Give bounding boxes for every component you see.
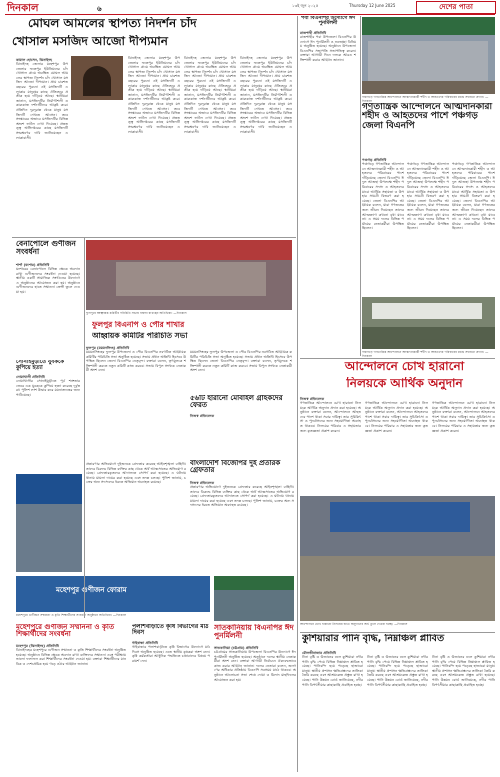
bnp-eid-body-col1: পঞ্চগড়ে গণতান্ত্রিক আন্দোলনে আত্মদানকারী শহীদ ও আহতদের পরিবারের পাশে দাঁড়িয়েছে জেলা বিএনপি। ঈদুল আজহা উপলক্ষে শহীদ পরিবারের সদস্য ও আহতদের মাঝে আর্থিক সহায়তা ও উপহার সামগ্রী বিতরণ করা হয়েছে। জেলা বিএনপির আহ্বায়ক বলেন, যারা গণতন্ত্রের জন্য জীবন দিয়েছেন তাদের আত্মত্যাগ কখনো বৃথা যাবে না। এ সময় দলের বিভিন্ন পর্যায়ের নেতাকর্মীরা উপস্থিত ছিলেন। — [362, 162, 404, 231]
benapole-byline: শার্শা (যশোর) প্রতিনিধি — [16, 263, 50, 267]
river-headline: কুশিয়ারার পানি বৃদ্ধি, নিম্নাঞ্চল প্লাবিত — [302, 634, 445, 644]
masthead-rule — [5, 14, 495, 15]
felicitation-photo — [16, 474, 82, 572]
fulpur-headline: আহ্বায়ক কমিটির পরিচিতি সভা — [92, 332, 188, 340]
finance-body-col3: গণতান্ত্রিক আন্দোলনে চোখ হারানো নিলয়কে আর্থিক অনুদান প্রদান করা হয়েছে। অনুষ্ঠানে বক্তারা বলেন, আন্দোলনে আহতদের পাশে থাকা সবার দায়িত্ব। তার সুচিকিৎসা ও পুনর্বাসনের জন্য সহযোগিতা অব্যাহত থাকবে। নিলয়ের পরিবার এ সহায়তার জন্য কৃতজ্ঞতা প্রকাশ করেন। — [432, 401, 495, 433]
mosque-headline-2: খোসাল মসজিদ আজো দীপ্যমান — [12, 35, 168, 48]
mosque-byline: কামাল হোসেন, ঝিনাইদহ — [16, 58, 53, 62]
bnp-eid-body-col2: পঞ্চগড়ে গণতান্ত্রিক আন্দোলনে আত্মদানকারী শহীদ ও আহতদের পরিবারের পাশে দাঁড়িয়েছে জেলা বিএনপি। ঈদুল আজহা উপলক্ষে শহীদ পরিবারের সদস্য ও আহতদের মাঝে আর্থিক সহায়তা ও উপহার সামগ্রী বিতরণ করা হয়েছে। জেলা বিএনপির আহ্বায়ক বলেন, যারা গণতন্ত্রের জন্য জীবন দিয়েছেন তাদের আত্মত্যাগ কখনো বৃথা যাবে না। এ সময় দলের বিভিন্ন পর্যায়ের নেতাকর্মীরা উপস্থিত ছিলেন। — [407, 162, 449, 231]
river-body-col3: টানা বৃষ্টি ও উজানের ঢলে কুশিয়ারা নদীর পানি বৃদ্ধি পেয়ে বিভিন্ন নিম্নাঞ্চল প্লাবিত হয়েছে। পানিবন্দি হয়ে পড়েছে হাজারো মানুষ। স্থানীয় প্রশাসন ক্ষতিগ্রস্তদের তালিকা তৈরি করছে এবং আশ্রয়কেন্দ্র প্রস্তুত রাখা হয়েছে। পানি উন্নয়ন বোর্ড জানিয়েছে, নদীর পানি বিপৎসীমার কাছাকাছি প্রবাহিত হচ্ছে। — [432, 655, 495, 687]
felicitation-headline: মহেশপুরে গুণীজন সম্মাননা ও কৃতি শিক্ষার্থীদের সংবর্ধনা — [16, 624, 115, 639]
arrest-byline: নিজস্ব প্রতিবেদক — [190, 481, 215, 485]
felicitation-banner-text: মহেশপুর গুণীজন ফোরাম — [56, 586, 127, 594]
reunion-body: চট্টগ্রামের সাতকানিয়ায় উপজেলা বিএনপির উদ্যোগে ঈদ পুনর্মিলনী অনুষ্ঠিত হয়েছে। অনুষ্ঠানে দলের স্থানীয় নেতাকর্মীরা অংশ নেন। বক্তারা আগামী নির্বাচনে ঐক্যবদ্ধভাবে কাজ করার আহ্বান জানান। দলের নেতারা বলেন, জনগণের অধিকার প্রতিষ্ঠায় বিএনপি সবসময় মাঠে থাকবে। অনুষ্ঠানে আলোচনা সভা শেষে দোয়া ও মিলাদ মাহফিলের আয়োজন করা হয়। — [214, 650, 296, 682]
polashbari-headline: পলাশবাড়ীতে কৃষি বিভাগের মাঠ দিবস — [132, 624, 209, 637]
polashbari-byline: গাইবান্ধা প্রতিনিধি — [132, 641, 159, 645]
bnp-eid-byline: পঞ্চগড় প্রতিনিধি — [362, 158, 387, 162]
bnp-eid-headline: গণতান্ত্রিক আন্দোলনে আত্মদানকারী শহীদ ও আহতদের পাশে পঞ্চগড় জেলা বিএনপি — [362, 103, 493, 131]
fulpur-byline: ফুলপুর (ময়মনসিংহ) প্রতিনিধি — [86, 346, 130, 350]
fulpur-body-col2: ময়মনসিংহের ফুলপুর উপজেলা ও পৌর বিএনপির নবগঠিত আহ্বায়ক কমিটির পরিচিতি সভা অনুষ্ঠিত হয়েছে। সভায় প্রধান অতিথি হিসেবে উপস্থিত ছিলেন জেলা বিএনপির নেতৃবৃন্দ। বক্তারা বলেন, তৃণমূলকে শক্তিশালী করতে নতুন কমিটি কাজ করবে। সভায় বিপুল সংখ্যক নেতাকর্মী অংশ নেন। — [190, 350, 292, 373]
finance-headline-2: নিলয়কে আর্থিক অনুদান — [346, 377, 463, 390]
rally-caption: পঞ্চগড়ে গণতান্ত্রিক আন্দোলনে আত্মদানকারী শহীদ ও আহতদের পরিবারের মাঝে সহায়তা প্রদান। —দিনকাল — [362, 350, 489, 358]
mobile-byline: নিজস্ব প্রতিবেদক — [190, 414, 215, 418]
row-rule-2 — [300, 358, 495, 359]
felicitation-byline: মহেশপুর (ঝিনাইদহ) প্রতিনিধি — [16, 644, 59, 648]
sonaimuri-headline: সোনাইমুড়ীতে যুবককে কুপিয়ে হত্যা — [16, 360, 65, 371]
finance-caption: আন্দোলনে চোখ হারানো নিলয়ের হাতে অনুদানের অর্থ তুলে দেওয়া হচ্ছে। —দিনকাল — [300, 622, 408, 626]
row-rule-3 — [300, 632, 495, 633]
felicitation-banner-photo — [16, 576, 210, 612]
fulpur-caption: ফুলপুরে আহ্বায়ক কমিটির পরিচিতি সভায় বক্তব্য রাখছেন অতিথিরা। —দিনকাল — [86, 311, 187, 315]
polashbari-body: গাইবান্ধার পলাশবাড়ীতে কৃষি বিভাগের উদ্যোগে মাঠ দিবস অনুষ্ঠিত হয়েছে। এতে স্থানীয় কৃষকরা অংশ নেন। কৃষি কর্মকর্তারা আধুনিক পদ্ধতিতে চাষাবাদের বিষয়ে পরামর্শ দেন। — [132, 645, 210, 663]
reunion-photo — [214, 576, 294, 621]
fulpur-kicker: ফুলপুর বিএনপি ও পৌর শাখার — [92, 321, 185, 329]
paba-headline: পবা বিএনপির উদ্যোগে ঈদ পুনর্মিলনী — [300, 16, 356, 27]
fulpur-photo — [86, 240, 292, 310]
river-body-col1: টানা বৃষ্টি ও উজানের ঢলে কুশিয়ারা নদীর পানি বৃদ্ধি পেয়ে বিভিন্ন নিম্নাঞ্চল প্লাবিত হয়েছে। পানিবন্দি হয়ে পড়েছে হাজারো মানুষ। স্থানীয় প্রশাসন ক্ষতিগ্রস্তদের তালিকা তৈরি করছে এবং আশ্রয়কেন্দ্র প্রস্তুত রাখা হয়েছে। পানি উন্নয়ন বোর্ড জানিয়েছে, নদীর পানি বিপৎসীমার কাছাকাছি প্রবাহিত হচ্ছে। — [302, 655, 363, 687]
section-label: দেশের পাতা — [416, 1, 496, 14]
arrest-body-col2: প্রতারণার অভিযোগে দুইজনকে গ্রেফতার করেছে আইনশৃঙ্খলা বাহিনী। তাদের বিরুদ্ধে বিভিন্ন ব্যক্তির কাছ থেকে অর্থ আত্মসাতের অভিযোগ রয়েছে। গ্রেফতারকৃতদের আদালতে সোপর্দ করা হয়েছে। এ ঘটনায় থানায় মামলা দায়ের করা হয়েছে এবং তদন্ত চলছে। পুলিশ জানায়, চক্রের অন্য সদস্যদের ধরতে অভিযান অব্যাহত রয়েছে। — [190, 485, 294, 508]
finance-body-col1: গণতান্ত্রিক আন্দোলনে চোখ হারানো নিলয়কে আর্থিক অনুদান প্রদান করা হয়েছে। অনুষ্ঠানে বক্তারা বলেন, আন্দোলনে আহতদের পাশে থাকা সবার দায়িত্ব। তার সুচিকিৎসা ও পুনর্বাসনের জন্য সহযোগিতা অব্যাহত থাকবে। নিলয়ের পরিবার এ সহায়তার জন্য কৃতজ্ঞতা প্রকাশ করেন। — [300, 401, 361, 433]
masthead-date: ১৩ই জুন ২০২৫ — [292, 3, 319, 8]
bnp-eid-photo — [362, 17, 495, 94]
mosque-headline-1: মোঘল আমলের স্থাপত্য নিদর্শন চাঁদ — [28, 17, 197, 30]
reunion-byline: সাতকানিয়া (চট্টগ্রাম) প্রতিনিধি — [214, 646, 259, 650]
page-number: ৬ — [97, 5, 102, 13]
sonaimuri-body: নোয়াখালীর সোনাইমুড়ীতে পূর্ব শত্রুতার জেরে এক যুবককে কুপিয়ে হত্যা করেছে দুর্বৃত্তরা। পুলিশ লাশ উদ্ধার করে ময়নাতদন্তের জন্য পাঠিয়েছে। — [16, 379, 80, 397]
mobile-headline: ৫৬টি হারানো মোবাইল গ্রাহকদের ফেরত — [190, 395, 283, 410]
river-byline: মৌলভীবাজার প্রতিনিধি — [302, 651, 337, 655]
river-body-col2: টানা বৃষ্টি ও উজানের ঢলে কুশিয়ারা নদীর পানি বৃদ্ধি পেয়ে বিভিন্ন নিম্নাঞ্চল প্লাবিত হয়েছে। পানিবন্দি হয়ে পড়েছে হাজারো মানুষ। স্থানীয় প্রশাসন ক্ষতিগ্রস্তদের তালিকা তৈরি করছে এবং আশ্রয়কেন্দ্র প্রস্তুত রাখা হয়েছে। পানি উন্নয়ন বোর্ড জানিয়েছে, নদীর পানি বিপৎসীমার কাছাকাছি প্রবাহিত হচ্ছে। — [367, 655, 428, 687]
felicitation-caption: মহেশপুরে গুণীজন সম্মাননা ও কৃতি শিক্ষার্থীদের সংবর্ধনা অনুষ্ঠানে অতিথিরা। —দিনকাল — [16, 613, 127, 617]
benapole-headline: বেনাপোলে গুণীজন সংবর্ধনা — [16, 240, 76, 256]
column-rule-2 — [297, 16, 298, 772]
bnp-eid-body-col3: পঞ্চগড়ে গণতান্ত্রিক আন্দোলনে আত্মদানকারী শহীদ ও আহতদের পরিবারের পাশে দাঁড়িয়েছে জেলা বিএনপি। ঈদুল আজহা উপলক্ষে শহীদ পরিবারের সদস্য ও আহতদের মাঝে আর্থিক সহায়তা ও উপহার সামগ্রী বিতরণ করা হয়েছে। জেলা বিএনপির আহ্বায়ক বলেন, যারা গণতন্ত্রের জন্য জীবন দিয়েছেন তাদের আত্মত্যাগ কখনো বৃথা যাবে না। এ সময় দলের বিভিন্ন পর্যায়ের নেতাকর্মীরা উপস্থিত ছিলেন। — [452, 162, 495, 231]
felicitation-body: ঝিনাইদহের মহেশপুরে গুণীজন সম্মাননা ও কৃতি শিক্ষার্থীদের সংবর্ধনা অনুষ্ঠিত হয়েছে। অনুষ্ঠানে বিভিন্ন ক্ষেত্রে অবদান রাখা ব্যক্তিদের সম্মাননা এবং পরীক্ষায় ভালো ফলাফল করা শিক্ষার্থীদের সংবর্ধনা দেওয়া হয়। বক্তারা শিক্ষার্থীদের মানবিক ও দেশপ্রেমিক হয়ে গড়ে ওঠার আহ্বান জানান। — [16, 648, 126, 666]
benapole-body: যশোরের বেনাপোলে বিভিন্ন ক্ষেত্রে অবদান রাখা গুণীজনদের সংবর্ধনা দেওয়া হয়েছে। স্থানীয় একটি সামাজিক সংগঠনের উদ্যোগে এ অনুষ্ঠানের আয়োজন করা হয়। অনুষ্ঠানে গুণীজনদের হাতে সম্মাননা ক্রেস্ট তুলে দেওয়া হয়। — [16, 267, 80, 294]
masthead-logo: দিনকাল — [7, 3, 39, 14]
column-rule-1 — [84, 238, 85, 618]
mosque-body-col4: ঝিনাইদহ জেলার মহেশপুর উপজেলার ফতেপুর ইউনিয়নের চাঁদ খোসাল গ্রামে অবস্থিত মোঘল আমলের স্থাপত্য নিদর্শন চাঁদ খোসাল মসজিদ আজো দীপ্যমান। প্রায় চারশত বছরের পুরনো এই মসজিদটি এলাকার মানুষের কাছে ঐতিহ্যের প্রতীক হয়ে দাঁড়িয়ে আছে। স্থানীয়রা জানান, মসজিদটির নির্মাণশৈলী ও কারুকাজ দর্শনার্থীদের আকৃষ্ট করে। প্রতিদিন দূরদূরান্ত থেকে মানুষ মসজিদটি দেখতে আসেন। তবে সংস্কারের অভাবে মসজিদটির বিভিন্ন অংশে ফাটল দেখা দিয়েছে। প্রত্নতত্ত্ব অধিদপ্তরের কাছে মসজিদটি সংরক্ষণের দাবি জানিয়েছেন এলাকাবাসী। — [240, 56, 292, 134]
paba-body: রাজশাহীর পবা উপজেলা বিএনপির উদ্যোগে ঈদ পুনর্মিলনী ও শুভেচ্ছা বিনিময় অনুষ্ঠিত হয়েছে। অনুষ্ঠানে উপজেলা বিএনপির সভাপতি সভাপতিত্ব করেন। বক্তারা আগামী দিনে দলকে আরও শক্তিশালী করার আহ্বান জানান। — [300, 35, 356, 62]
fulpur-body-col1: ময়মনসিংহের ফুলপুর উপজেলা ও পৌর বিএনপির নবগঠিত আহ্বায়ক কমিটির পরিচিতি সভা অনুষ্ঠিত হয়েছে। সভায় প্রধান অতিথি হিসেবে উপস্থিত ছিলেন জেলা বিএনপির নেতৃবৃন্দ। বক্তারা বলেন, তৃণমূলকে শক্তিশালী করতে নতুন কমিটি কাজ করবে। সভায় বিপুল সংখ্যক নেতাকর্মী অংশ নেন। — [86, 350, 186, 373]
row-rule-1 — [12, 237, 296, 238]
reunion-headline: সাতকানিয়ায় বিএনপির ঈদ পুনর্মিলনী — [214, 624, 294, 640]
paba-byline: রাজশাহী প্রতিনিধি — [300, 31, 327, 35]
finance-byline: নিজস্ব প্রতিবেদক — [300, 397, 325, 401]
masthead — [0, 0, 500, 14]
mosque-body-col2: ঝিনাইদহ জেলার মহেশপুর উপজেলার ফতেপুর ইউনিয়নের চাঁদ খোসাল গ্রামে অবস্থিত মোঘল আমলের স্থাপত্য নিদর্শন চাঁদ খোসাল মসজিদ আজো দীপ্যমান। প্রায় চারশত বছরের পুরনো এই মসজিদটি এলাকার মানুষের কাছে ঐতিহ্যের প্রতীক হয়ে দাঁড়িয়ে আছে। স্থানীয়রা জানান, মসজিদটির নির্মাণশৈলী ও কারুকাজ দর্শনার্থীদের আকৃষ্ট করে। প্রতিদিন দূরদূরান্ত থেকে মানুষ মসজিদটি দেখতে আসেন। তবে সংস্কারের অভাবে মসজিদটির বিভিন্ন অংশে ফাটল দেখা দিয়েছে। প্রত্নতত্ত্ব অধিদপ্তরের কাছে মসজিদটি সংরক্ষণের দাবি জানিয়েছেন এলাকাবাসী। — [128, 56, 180, 134]
sonaimuri-byline: নোয়াখালী প্রতিনিধি — [16, 375, 45, 379]
arrest-body-col1: প্রতারণার অভিযোগে দুইজনকে গ্রেফতার করেছে আইনশৃঙ্খলা বাহিনী। তাদের বিরুদ্ধে বিভিন্ন ব্যক্তির কাছ থেকে অর্থ আত্মসাতের অভিযোগ রয়েছে। গ্রেফতারকৃতদের আদালতে সোপর্দ করা হয়েছে। এ ঘটনায় থানায় মামলা দায়ের করা হয়েছে এবং তদন্ত চলছে। পুলিশ জানায়, চক্রের অন্য সদস্যদের ধরতে অভিযান অব্যাহত রয়েছে। — [86, 462, 186, 485]
finance-headline-1: আন্দোলনে চোখ হারানো — [344, 360, 465, 373]
mosque-photo — [71, 56, 123, 100]
arrest-headline: বাংলাদেশি বিজেপির দুই প্রতারক গ্রেফতার — [190, 460, 281, 475]
masthead-day: Thursday 12 June 2025 — [349, 3, 396, 8]
mosque-body-col3: ঝিনাইদহ জেলার মহেশপুর উপজেলার ফতেপুর ইউনিয়নের চাঁদ খোসাল গ্রামে অবস্থিত মোঘল আমলের স্থাপত্য নিদর্শন চাঁদ খোসাল মসজিদ আজো দীপ্যমান। প্রায় চারশত বছরের পুরনো এই মসজিদটি এলাকার মানুষের কাছে ঐতিহ্যের প্রতীক হয়ে দাঁড়িয়ে আছে। স্থানীয়রা জানান, মসজিদটির নির্মাণশৈলী ও কারুকাজ দর্শনার্থীদের আকৃষ্ট করে। প্রতিদিন দূরদূরান্ত থেকে মানুষ মসজিদটি দেখতে আসেন। তবে সংস্কারের অভাবে মসজিদটির বিভিন্ন অংশে ফাটল দেখা দিয়েছে। প্রত্নতত্ত্ব অধিদপ্তরের কাছে মসজিদটি সংরক্ষণের দাবি জানিয়েছেন এলাকাবাসী। — [184, 56, 236, 134]
bnp-eid-caption: পঞ্চগড়ে গণতান্ত্রিক আন্দোলনে আত্মদানকারী শহীদ ও আহতদের পরিবারের মাঝে সহায়তা প্রদান। —দিনকাল — [362, 95, 489, 103]
mosque-body-col1: ঝিনাইদহ জেলার মহেশপুর উপজেলার ফতেপুর ইউনিয়নের চাঁদ খোসাল গ্রামে অবস্থিত মোঘল আমলের স্থাপত্য নিদর্শন চাঁদ খোসাল মসজিদ আজো দীপ্যমান। প্রায় চারশত বছরের পুরনো এই মসজিদটি এলাকার মানুষের কাছে ঐতিহ্যের প্রতীক হয়ে দাঁড়িয়ে আছে। স্থানীয়রা জানান, মসজিদটির নির্মাণশৈলী ও কারুকাজ দর্শনার্থীদের আকৃষ্ট করে। প্রতিদিন দূরদূরান্ত থেকে মানুষ মসজিদটি দেখতে আসেন। তবে সংস্কারের অভাবে মসজিদটির বিভিন্ন অংশে ফাটল দেখা দিয়েছে। প্রত্নতত্ত্ব অধিদপ্তরের কাছে মসজিদটি সংরক্ষণের দাবি জানিয়েছেন এলাকাবাসী। — [16, 62, 68, 140]
rally-photo — [362, 297, 495, 349]
finance-body-col2: গণতান্ত্রিক আন্দোলনে চোখ হারানো নিলয়কে আর্থিক অনুদান প্রদান করা হয়েছে। অনুষ্ঠানে বক্তারা বলেন, আন্দোলনে আহতদের পাশে থাকা সবার দায়িত্ব। তার সুচিকিৎসা ও পুনর্বাসনের জন্য সহযোগিতা অব্যাহত থাকবে। নিলয়ের পরিবার এ সহায়তার জন্য কৃতজ্ঞতা প্রকাশ করেন। — [365, 401, 428, 433]
finance-photo — [300, 496, 495, 621]
column-rule-3 — [360, 16, 361, 356]
